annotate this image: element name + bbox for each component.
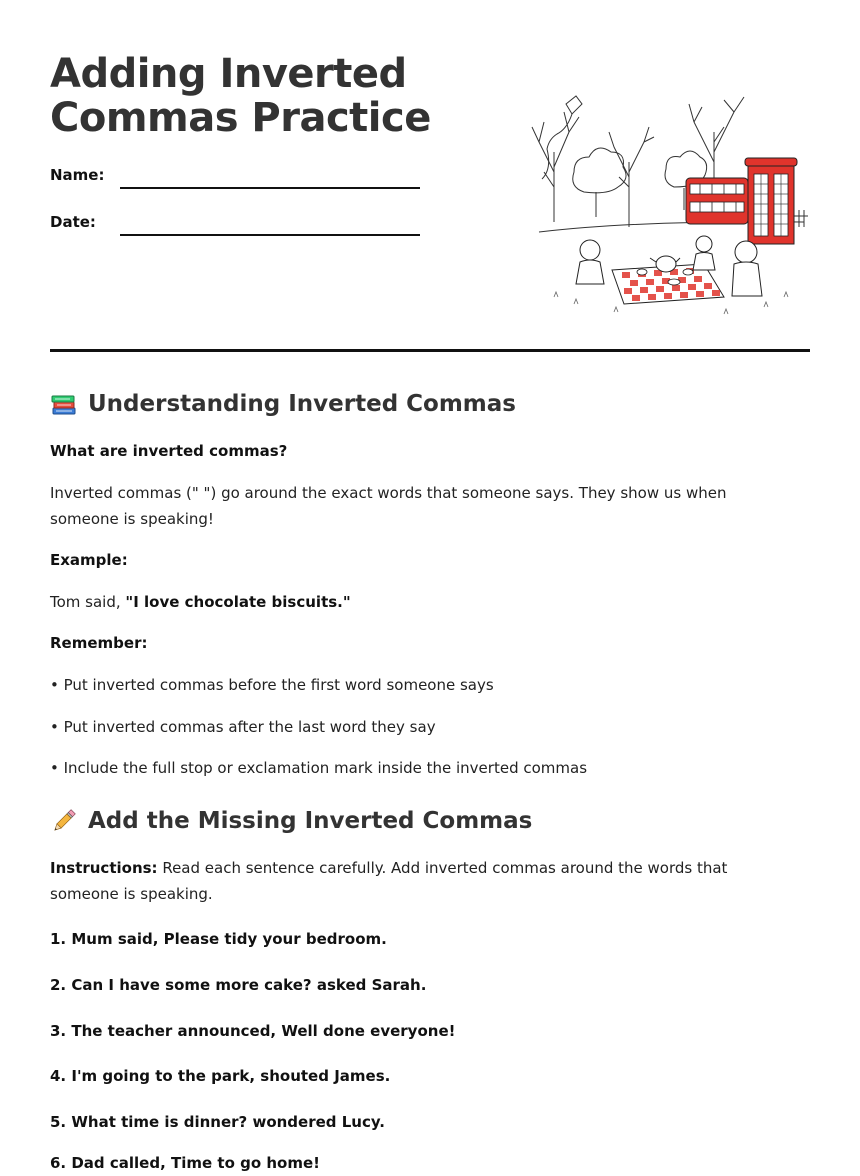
rule-item: • Put inverted commas after the last word they say: [50, 718, 436, 736]
books-icon: [50, 390, 78, 418]
practice-sentence: 2. Can I have some more cake? asked Sarah.: [50, 976, 427, 994]
name-field[interactable]: [120, 187, 420, 189]
section-understanding-title: Understanding Inverted Commas: [88, 391, 516, 417]
question-text: What are inverted commas?: [50, 442, 288, 460]
date-field[interactable]: [120, 234, 420, 236]
rule-item: • Put inverted commas before the first word someone says: [50, 676, 494, 694]
header-divider: [50, 349, 810, 352]
pencil-icon: [50, 807, 78, 835]
remember-label: Remember:: [50, 634, 148, 652]
explanation-text: Inverted commas (" ") go around the exact words that someone says. They show us when someone is speaking!: [50, 484, 727, 528]
name-label: Name:: [50, 166, 105, 184]
section-understanding-heading: [50, 390, 516, 418]
instructions-body: Read each sentence carefully. Add inverted commas around the words that someone is speaking.: [50, 859, 728, 903]
picnic-park-illustration: [524, 92, 814, 326]
rule-item: • Include the full stop or exclamation mark inside the inverted commas: [50, 759, 588, 777]
practice-sentence: 3. The teacher announced, Well done everyone!: [50, 1022, 456, 1040]
practice-sentence: 6. Dad called, Time to go home!: [50, 1154, 321, 1172]
practice-sentence: 5. What time is dinner? wondered Lucy.: [50, 1113, 385, 1131]
phone-box-icon: [745, 158, 797, 244]
page-title: Adding Inverted Commas Practice: [50, 51, 431, 141]
example-label: Example:: [50, 551, 128, 569]
example-quote: "I love chocolate biscuits.": [125, 593, 351, 611]
practice-sentence: 1. Mum said, Please tidy your bedroom.: [50, 930, 387, 948]
bus-icon: [686, 178, 748, 224]
instructions-text: [50, 855, 790, 907]
date-label: Date:: [50, 213, 96, 231]
example-prefix: Tom said,: [50, 593, 126, 611]
instructions-label: Instructions:: [50, 859, 158, 877]
example-sentence: [50, 589, 790, 615]
section-missing-title: Add the Missing Inverted Commas: [88, 808, 533, 834]
practice-sentence: 4. I'm going to the park, shouted James.: [50, 1067, 391, 1085]
section-missing-heading: [50, 807, 532, 835]
